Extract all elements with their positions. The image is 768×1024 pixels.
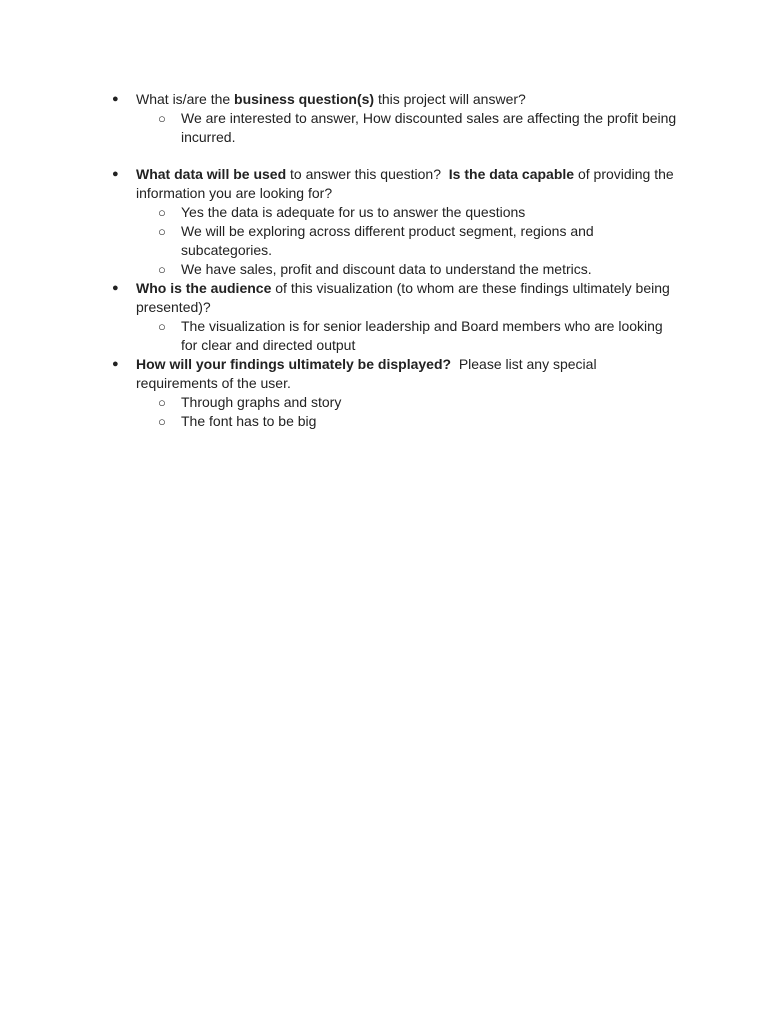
text-run: this project will answer? [374,91,526,107]
answer-text: Yes the data is adequate for us to answer the questions [181,204,526,220]
answer-text: We will be exploring across different product segment, regions and subcategories. [181,223,594,258]
answer-text: We are interested to answer, How discounted sales are affecting the profit being incurred. [181,110,677,145]
text-run: of providing the information you are looking for? [136,166,674,201]
sub-list-item [136,222,680,260]
filled-bullet-icon: ● [112,168,119,180]
filled-bullet-icon: ● [112,93,119,105]
filled-bullet-icon: ● [112,358,119,370]
hollow-bullet-icon: ○ [158,205,166,220]
text-run: Please list any special requirements of the user. [136,356,601,391]
hollow-bullet-icon: ○ [158,262,166,277]
hollow-bullet-icon: ○ [158,319,166,334]
list-item-audience [0,279,768,355]
text-run: What is/are the [136,91,235,107]
hollow-bullet-icon: ○ [158,414,166,429]
sub-list-item [136,393,680,412]
sub-list-item [136,260,680,279]
question-text [136,355,680,393]
sub-list-item [136,203,680,222]
hollow-bullet-icon: ○ [158,224,166,239]
sub-list-item [136,109,680,147]
answer-text: We have sales, profit and discount data to understand the metrics. [181,261,592,277]
bold-text-run: How will your findings ultimately be displayed? [136,356,452,372]
list-item-display [0,355,768,431]
bold-text-run: business question(s) [234,91,375,107]
question-text [136,90,680,109]
question-text [136,165,680,203]
answer-text: Through graphs and story [181,394,342,410]
text-run: to answer this question? [286,166,449,182]
bold-text-run: Is the data capable [448,166,575,182]
answer-text: The font has to be big [181,413,317,429]
bold-text-run: What data will be used [136,166,287,182]
document-body [0,90,768,431]
text-run: of this visualization (to whom are these findings ultimately being presented)? [136,280,670,315]
filled-bullet-icon: ● [112,282,119,294]
question-text [136,279,680,317]
sub-list-item [136,317,680,355]
hollow-bullet-icon: ○ [158,395,166,410]
list-item-business-question [0,90,768,147]
sub-list-item [136,412,680,431]
answer-text: The visualization is for senior leadership and Board members who are looking for clear and directed output [181,318,663,353]
list-item-data-used [0,165,768,279]
hollow-bullet-icon: ○ [158,111,166,126]
bold-text-run: Who is the audience [136,280,272,296]
